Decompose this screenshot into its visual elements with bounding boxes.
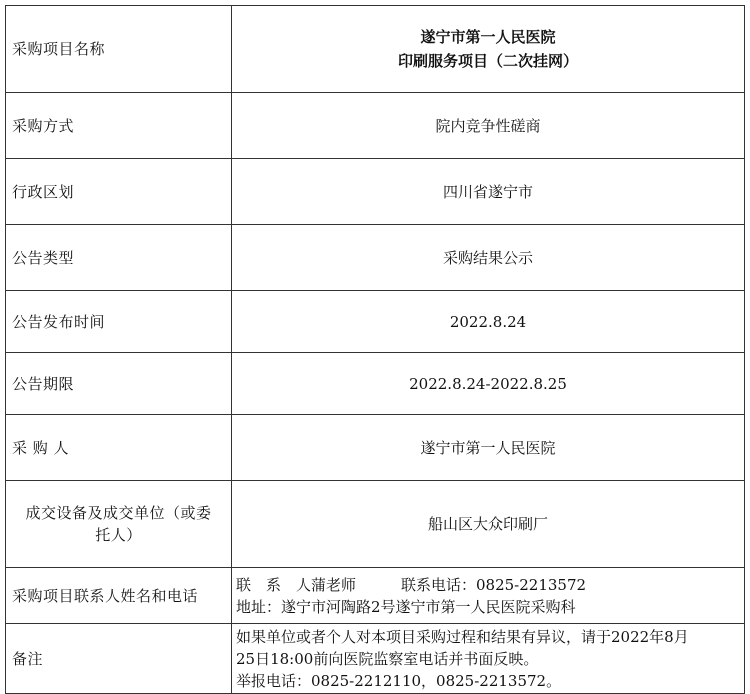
remarks-line-1: 如果单位或者个人对本项目采购过程和结果有异议，请于2022年8月	[236, 627, 689, 646]
value-winner: 船山区大众印刷厂	[232, 481, 745, 568]
label-contact: 采购项目联系人姓名和电话	[6, 568, 232, 624]
remarks-line-3: 举报电话：0825-2212110，0825-2213572。	[236, 671, 562, 690]
row-remarks	[6, 624, 745, 694]
label-notice-type: 公告类型	[6, 225, 232, 291]
row-period	[6, 353, 745, 415]
value-notice-type: 采购结果公示	[232, 225, 745, 291]
contact-address: 地址：遂宁市河陶路2号遂宁市第一人民医院采购科	[236, 597, 576, 616]
project-name-line-2: 印刷服务项目（二次挂网）	[397, 52, 578, 70]
label-remarks: 备注	[6, 624, 232, 694]
value-period: 2022.8.24-2022.8.25	[232, 353, 745, 415]
contact-person-phone: 联 系 人蒲老师 联系电话：0825-2213572	[236, 575, 587, 594]
row-method	[6, 93, 745, 159]
value-method: 院内竞争性磋商	[232, 93, 745, 159]
label-period: 公告期限	[6, 353, 232, 415]
row-purchaser	[6, 415, 745, 481]
value-publish-time: 2022.8.24	[232, 291, 745, 353]
value-project-name	[232, 6, 745, 93]
label-method: 采购方式	[6, 93, 232, 159]
value-contact	[232, 568, 745, 624]
project-name-line-1: 遂宁市第一人民医院	[420, 28, 556, 46]
label-region: 行政区划	[6, 159, 232, 225]
label-publish-time: 公告发布时间	[6, 291, 232, 353]
label-purchaser: 采 购 人	[6, 415, 232, 481]
row-notice-type	[6, 225, 745, 291]
row-project-name	[6, 6, 745, 93]
value-purchaser: 遂宁市第一人民医院	[232, 415, 745, 481]
value-region: 四川省遂宁市	[232, 159, 745, 225]
row-winner	[6, 481, 745, 568]
label-project-name: 采购项目名称	[6, 6, 232, 93]
label-winner: 成交设备及成交单位（或委托人）	[6, 481, 232, 568]
value-remarks	[232, 624, 745, 694]
row-publish-time	[6, 291, 745, 353]
procurement-result-table	[5, 5, 745, 694]
row-contact	[6, 568, 745, 624]
remarks-line-2: 25日18:00前向医院监察室电话并书面反映。	[236, 649, 539, 668]
row-region	[6, 159, 745, 225]
